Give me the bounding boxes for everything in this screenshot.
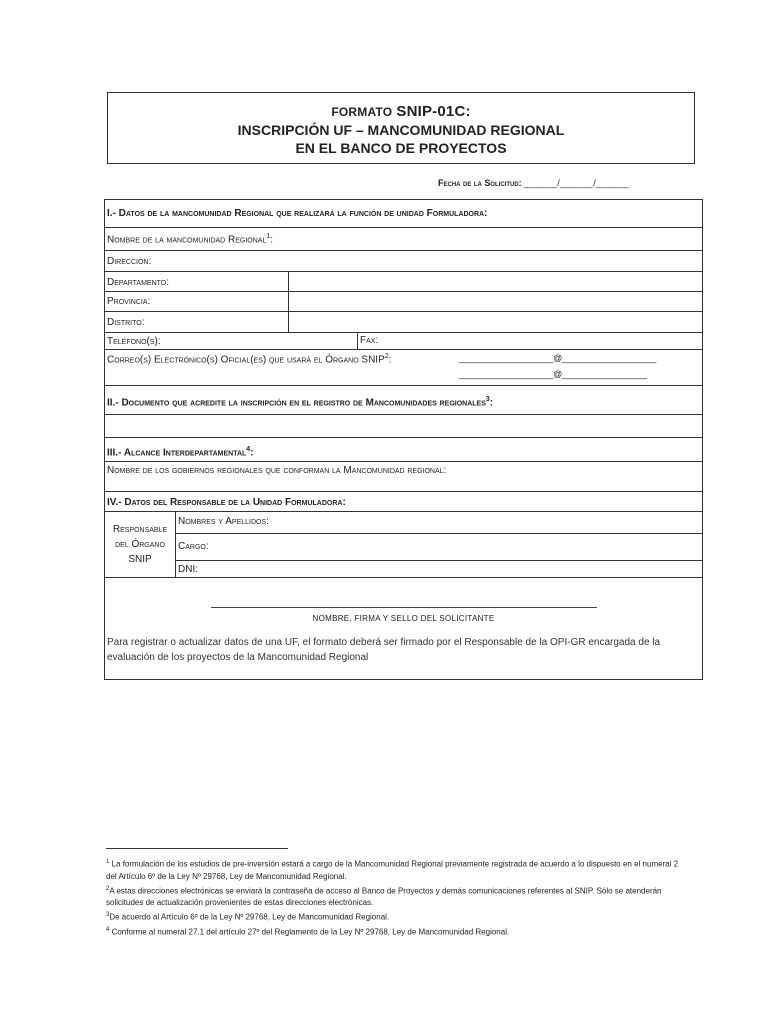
section-1-title: I.- Datos de la mancomunidad Regional que realizará la función de unidad Formuladora: [107,208,488,219]
field-direccion[interactable] [105,250,702,271]
footnote-2-text: A estas direcciones electrónicas se enviará la contraseña de acceso al Banco de Proyectos y demás comunicaciones referentes al SNIP. Sólo se atenderán solicitudes de actualización provenientes de estas direcciones electrónicas. [106,886,662,908]
responsable-line-2: del Órgano [115,539,165,550]
field-gobiernos-regionales[interactable] [105,461,702,491]
field-distrito[interactable] [105,311,702,332]
footnotes [106,856,686,939]
section-3-title-text: III.- Alcance Interdepartamental [107,447,247,459]
section-2-header [105,385,702,414]
provincia-label: Provincia: [107,296,151,307]
footnote-ref-3: 3 [485,396,490,403]
request-date [438,178,629,188]
request-date-label: Fecha de la Solicitud: [438,178,522,188]
nombres-label: Nombres y Apellidos: [178,516,269,527]
responsable-label [105,522,175,567]
section-2-title-colon: : [489,397,494,409]
form-header [107,92,695,164]
responsable-block [105,511,702,577]
nombre-mancomunidad-text: Nombre de la mancomunidad Regional [107,234,267,246]
section-2-title-text: II.- Documento que acredite la inscripción en el registro de Mancomunidades regionales [107,397,486,409]
section-4-title: IV.- Datos del Responsable de la Unidad Formuladora: [107,497,346,508]
section-1-header [105,200,702,227]
footnote-1-text: La formulación de los estudios de pre-inversión estará a cargo de la Mancomunidad Regional previamente registrada de acuerdo a lo dispuesto en el numeral 2 del Artículo 6º de la Ley Nº 29768, Ley de Mancomunidad Regional. [106,859,679,881]
field-nombres[interactable] [176,512,702,533]
section-3-header [105,437,702,461]
email-field-1[interactable]: ____________________@____________________ [459,353,657,363]
field-correo[interactable] [105,349,702,385]
gobiernos-regionales-label: Nombre de los gobiernos regionales que conforman la Mancomunidad regional: [107,465,447,476]
registration-form [104,199,703,680]
field-documento[interactable] [105,414,702,437]
footnote-4-text: Conforme al numeral 27.1 del artículo 27º del Reglamento de la Ley Nº 29768, Ley de Mancomunidad Regional. [109,927,510,937]
distrito-label: Distrito: [107,317,145,328]
telefono-label: Teléfono(s): [107,336,161,347]
correo-text: Correo(s) Electrónico(s) Oficial(es) que usará el Órgano SNIP [107,354,385,366]
request-date-field[interactable]: ______/______/______ [524,178,630,188]
footnote-3 [106,909,686,924]
footnote-ref-2: 2 [384,353,389,360]
footnote-ref-1: 1 [266,233,271,240]
section-3-title [105,438,702,458]
section-4-header [105,491,702,511]
email-field-2[interactable]: ____________________@__________________ [459,369,647,379]
field-cargo[interactable] [176,533,702,561]
form-title: INSCRIPCIÓN UF – MANCOMUNIDAD REGIONAL [237,122,565,138]
footnote-2-number: 2 [106,885,110,892]
section-2-title [105,386,702,408]
signature-label: NOMBRE, FIRMA Y SELLO DEL SOLICITANTE [312,614,495,623]
section-3-title-colon: : [250,447,254,459]
responsable-line-3: SNIP [128,554,152,565]
column-divider [288,271,289,332]
form-code-line [108,103,694,120]
field-departamento[interactable] [105,271,702,291]
signature-note: Para registrar o actualizar datos de una UF, el formato deberá ser firmado por el Responsable de la OPI-GR encargada de la evaluación de los proyectos de la Mancomunidad Regional [107,637,661,663]
signature-line[interactable] [211,607,597,608]
field-provincia[interactable] [105,291,702,311]
telefono-fax-divider [357,332,358,349]
form-code-prefix: FORMATO [331,105,393,119]
footnote-1-number: 1 [106,859,110,865]
correo-colon: : [388,354,392,366]
cargo-label: Cargo: [178,541,209,552]
footnote-separator [106,848,288,849]
dni-label: DNI: [178,564,198,575]
signature-block [105,577,702,681]
footnote-1 [106,856,686,883]
form-subtitle: EN EL BANCO DE PROYECTOS [295,140,507,156]
footnote-ref-4: 4 [246,446,251,453]
field-nombre-mancomunidad[interactable] [105,227,702,250]
departamento-label: Departamento: [107,277,169,288]
nombre-mancomunidad-colon: : [270,234,274,246]
form-code: SNIP-01C: [396,103,471,120]
footnote-3-number: 3 [106,912,110,919]
footnote-4-number: 4 [106,926,110,933]
nombre-mancomunidad-label [105,228,702,245]
fax-label: Fax: [360,335,379,346]
footnote-4 [106,924,686,939]
field-telefono[interactable] [105,332,702,349]
direccion-label: Dirección: [107,256,152,267]
responsable-line-1: Responsable [112,524,168,535]
footnote-2 [106,883,686,910]
footnote-3-text: De acuerdo al Artículo 6º de la Ley Nº 29768, Ley de Mancomunidad Regional. [109,912,390,922]
